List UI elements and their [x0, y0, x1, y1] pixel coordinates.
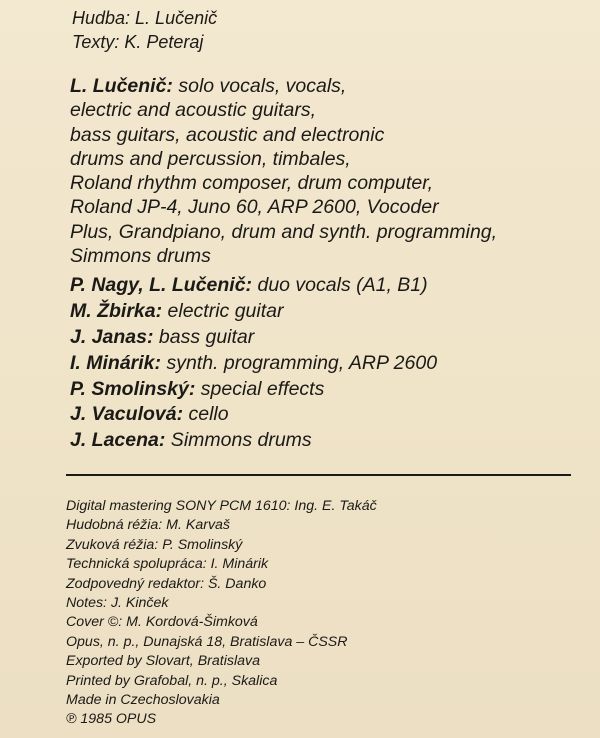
production-line: Digital mastering SONY PCM 1610: Ing. E. Takáč — [66, 498, 377, 514]
musician-role: bass guitar — [153, 325, 255, 348]
musician-role: cello — [183, 403, 229, 426]
production-line: Printed by Grafobal, n. p., Skalica — [66, 672, 278, 689]
personnel-entry — [70, 377, 580, 401]
musician-role-line: Plus, Grandpiano, drum and synth. programming, — [70, 220, 498, 243]
production-line: Cover ©: M. Kordová-Šimková — [66, 614, 258, 631]
music-credit: Hudba: L. Lučenič — [72, 8, 218, 28]
section-divider — [66, 474, 571, 476]
musician-role: duo vocals (A1, B1) — [252, 274, 428, 297]
production-line: Made in Czechoslovakia — [66, 692, 220, 709]
personnel-entry — [70, 428, 580, 452]
musician-name: L. Lučenič: — [70, 75, 173, 97]
musician-name: P. Smolinský: — [70, 377, 196, 400]
credits-header — [72, 6, 217, 54]
musician-name: J. Lacena: — [70, 429, 166, 452]
musician-role-line: drums and percussion, timbales, — [70, 147, 351, 170]
production-line: Zvuková réžia: P. Smolinský — [66, 536, 243, 553]
personnel-list — [70, 74, 580, 454]
production-line: Zodpovedný redaktor: Š. Danko — [66, 575, 267, 592]
musician-role-line: electric and acoustic guitars, — [70, 99, 317, 122]
production-line: Technická spolupráca: I. Minárik — [66, 556, 269, 573]
production-credits — [66, 497, 377, 730]
lyrics-credit: Texty: K. Peteraj — [72, 32, 204, 52]
musician-role: synth. programming, ARP 2600 — [161, 351, 438, 374]
production-line: Hudobná réžia: M. Karvaš — [66, 517, 231, 534]
musician-role-line: Roland rhythm composer, drum computer, — [70, 172, 434, 195]
musician-role-line: Simmons drums — [70, 245, 211, 268]
musician-name: J. Janas: — [70, 325, 154, 348]
musician-name: M. Žbirka: — [70, 300, 163, 323]
personnel-entry — [70, 74, 580, 268]
personnel-entry — [70, 351, 580, 375]
musician-role-line: Roland JP-4, Juno 60, ARP 2600, Vocoder — [70, 196, 439, 219]
musician-role: electric guitar — [162, 300, 284, 323]
personnel-entry — [70, 402, 580, 426]
copyright-line: ℗ 1985 OPUS — [66, 711, 157, 728]
musician-role-line: bass guitars, acoustic and electronic — [70, 123, 385, 146]
production-line: Exported by Slovart, Bratislava — [66, 653, 260, 670]
personnel-entry — [70, 273, 580, 297]
production-line: Notes: J. Kinček — [66, 595, 169, 612]
personnel-entry — [70, 325, 580, 349]
musician-name: J. Vaculová: — [70, 403, 184, 426]
musician-name: I. Minárik: — [70, 351, 162, 374]
musician-role: special effects — [195, 377, 325, 400]
musician-role: Simmons drums — [165, 429, 312, 452]
personnel-entry — [70, 299, 580, 323]
musician-name: P. Nagy, L. Lučenič: — [70, 274, 253, 297]
musician-role-line: solo vocals, vocals, — [172, 75, 347, 97]
production-line: Opus, n. p., Dunajská 18, Bratislava – ČSSR — [66, 633, 348, 650]
